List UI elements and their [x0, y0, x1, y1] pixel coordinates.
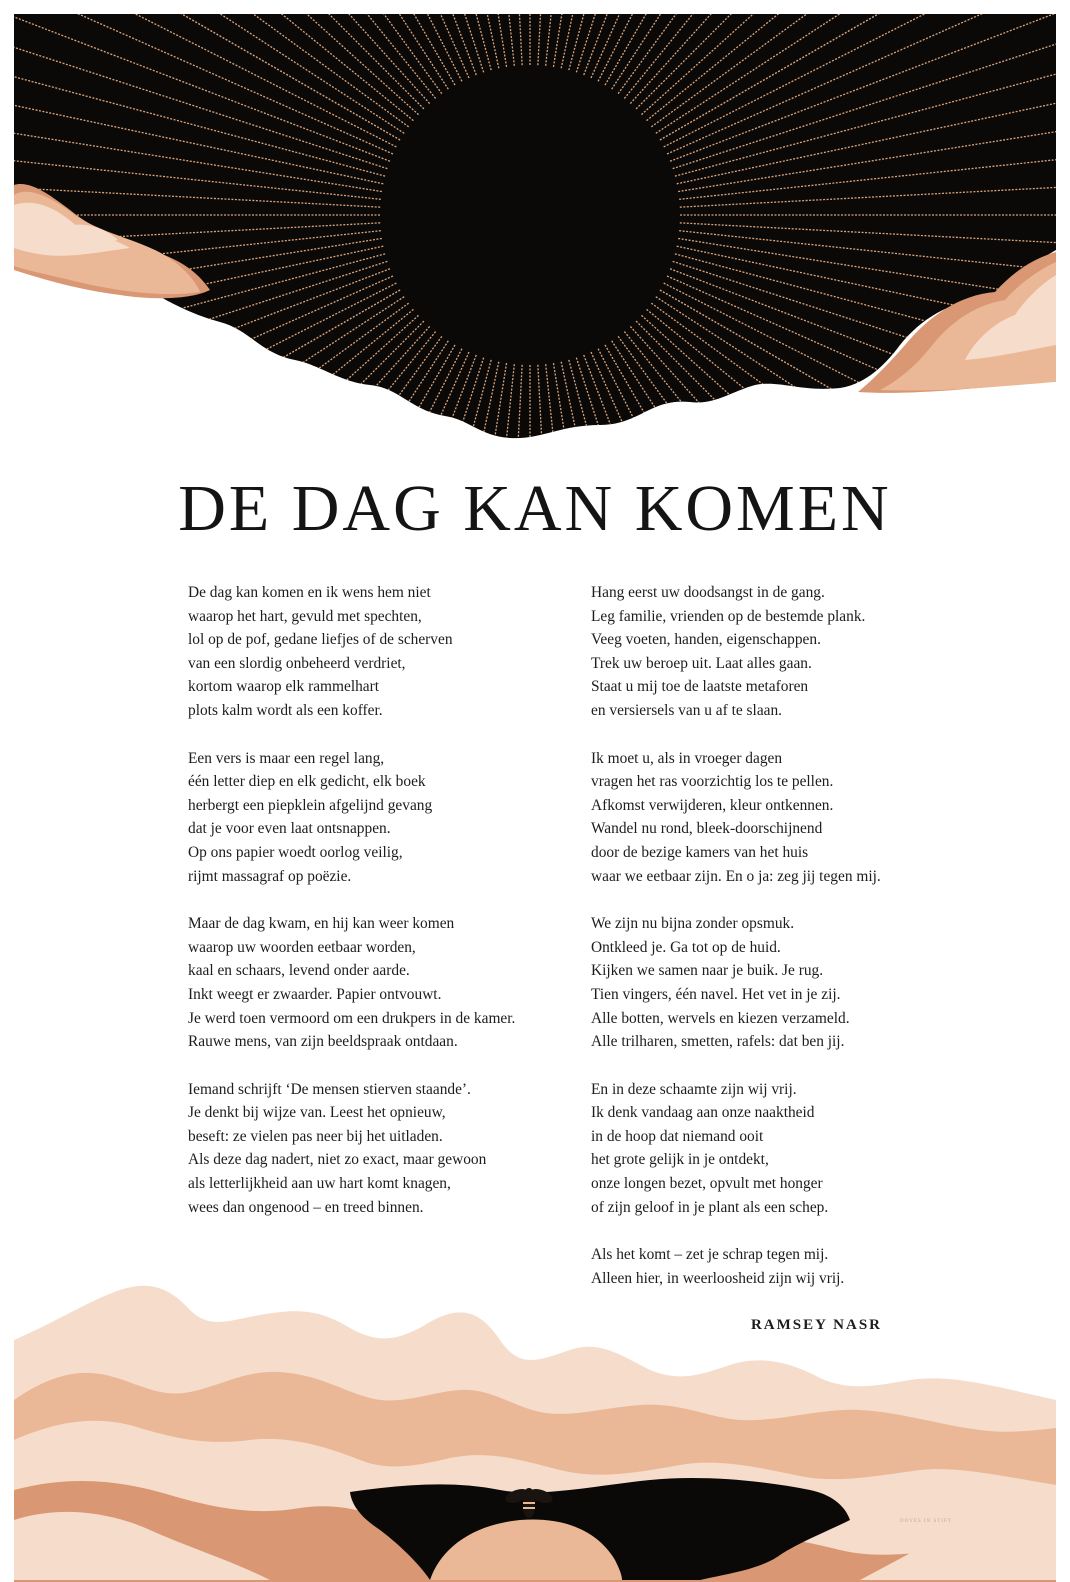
poem-line: Je werd toen vermoord om een drukpers in de kamer. — [188, 1009, 516, 1027]
poem-line: lol op de pof, gedane liefjes of de scherven — [188, 631, 453, 649]
poem-line: Maar de dag kwam, en hij kan weer komen — [188, 915, 455, 933]
poem-line: van een slordig onbeheerd verdriet, — [188, 654, 406, 672]
poem-line: Inkt weegt er zwaarder. Papier ontvouwt. — [188, 985, 442, 1003]
poem-stanza — [188, 747, 608, 889]
poem-stanza — [188, 1078, 608, 1220]
poem-line: De dag kan komen en ik wens hem niet — [188, 584, 431, 601]
poem-line: Op ons papier woedt oorlog veilig, — [188, 843, 403, 861]
poem-line: als letterlijkheid aan uw hart komt knagen, — [188, 1175, 451, 1193]
poem-line: Tien vingers, één navel. Het vet in je zij. — [591, 985, 841, 1003]
poem-stanza — [591, 1078, 911, 1220]
poem-line: of zijn geloof in je plant als een schep. — [591, 1198, 829, 1216]
poem-line: vragen het ras voorzichtig los te pellen. — [591, 773, 834, 791]
publisher-credit: DOVES IN STIFT — [900, 1519, 952, 1524]
poem-line: Wandel nu rond, bleek-doorschijnend — [591, 820, 823, 838]
poem-line: plots kalm wordt als een koffer. — [188, 701, 383, 719]
dark-sun — [390, 75, 670, 355]
poem-line: Veeg voeten, handen, eigenschappen. — [591, 631, 821, 649]
poem-line: Ik moet u, als in vroeger dagen — [591, 749, 783, 767]
poem-line: Kijken we samen naar je buik. Je rug. — [591, 962, 824, 980]
poem-line: Staat u mij toe de laatste metaforen — [591, 678, 809, 696]
poem-line: één letter diep en elk gedicht, elk boek — [188, 773, 426, 791]
dunes-illustration — [0, 1280, 1070, 1582]
poem-line: Iemand schrijft ‘De mensen stierven staande’. — [188, 1080, 471, 1098]
poem-line: Rauwe mens, van zijn beeldspraak ontdaan. — [188, 1033, 458, 1051]
poem-line: door de bezige kamers van het huis — [591, 843, 809, 861]
poem-line: Alle trilharen, smetten, rafels: dat ben jij. — [591, 1033, 845, 1051]
sun-illustration — [0, 0, 1070, 450]
poem-line: Leg familie, vrienden op de bestemde plank. — [591, 607, 866, 625]
poem-title: DE DAG KAN KOMEN — [178, 472, 892, 545]
poem-line: We zijn nu bijna zonder opsmuk. — [591, 915, 795, 933]
poem-stanza — [188, 581, 608, 723]
poem-stanza — [591, 747, 911, 889]
poem-line: Een vers is maar een regel lang, — [188, 749, 385, 767]
poem-line: waarop het hart, gevuld met spechten, — [188, 607, 422, 625]
poem-line: onze longen bezet, opvult met honger — [591, 1175, 823, 1193]
poem-line: in de hoop dat niemand ooit — [591, 1127, 764, 1145]
poem-line: herbergt een piepklein afgelijnd gevang — [188, 796, 433, 814]
poem-line: Je denkt bij wijze van. Leest het opnieuw, — [188, 1104, 446, 1122]
poem-line: En in deze schaamte zijn wij vrij. — [591, 1080, 797, 1098]
bee-icon — [503, 1482, 555, 1522]
poem-line: beseft: ze vielen pas neer bij het uitladen. — [188, 1127, 443, 1145]
poem-line: kaal en schaars, levend onder aarde. — [188, 962, 410, 980]
poem-line: kortom waarop elk rammelhart — [188, 678, 380, 696]
poem-line: Alleen hier, in weerloosheid zijn wij vrij. — [591, 1269, 845, 1287]
poem-line: en versiersels van u af te slaan. — [591, 701, 783, 719]
poem-line: waarop uw woorden eetbaar worden, — [188, 938, 416, 956]
poem-line: Hang eerst uw doodsangst in de gang. — [591, 584, 825, 601]
poem-line: Als het komt – zet je schrap tegen mij. — [591, 1246, 829, 1264]
poem-line: rijmt massagraf op poëzie. — [188, 867, 352, 885]
poem-stanza — [591, 581, 911, 723]
poem-line: wees dan ongenood – en treed binnen. — [188, 1198, 424, 1216]
poem-line: waar we eetbaar zijn. En o ja: zeg jij tegen mij. — [591, 867, 881, 885]
poem-line: Ik denk vandaag aan onze naaktheid — [591, 1104, 815, 1122]
poem-line: Trek uw beroep uit. Laat alles gaan. — [591, 654, 812, 672]
poem-line: dat je voor even laat ontsnappen. — [188, 820, 391, 838]
poem-line: het grote gelijk in je ontdekt, — [591, 1151, 769, 1169]
poem-line: Ontkleed je. Ga tot op de huid. — [591, 938, 781, 956]
poem-line: Afkomst verwijderen, kleur ontkennen. — [591, 796, 834, 814]
author-name: RAMSEY NASR — [750, 1317, 882, 1333]
poem-column-right — [591, 581, 911, 1314]
poem-stanza — [188, 912, 608, 1054]
poem-line: Alle botten, wervels en kiezen verzameld. — [591, 1009, 850, 1027]
poem-stanza — [591, 912, 911, 1054]
poem-line: Als deze dag nadert, niet zo exact, maar gewoon — [188, 1151, 487, 1169]
poem-column-left — [188, 581, 608, 1243]
